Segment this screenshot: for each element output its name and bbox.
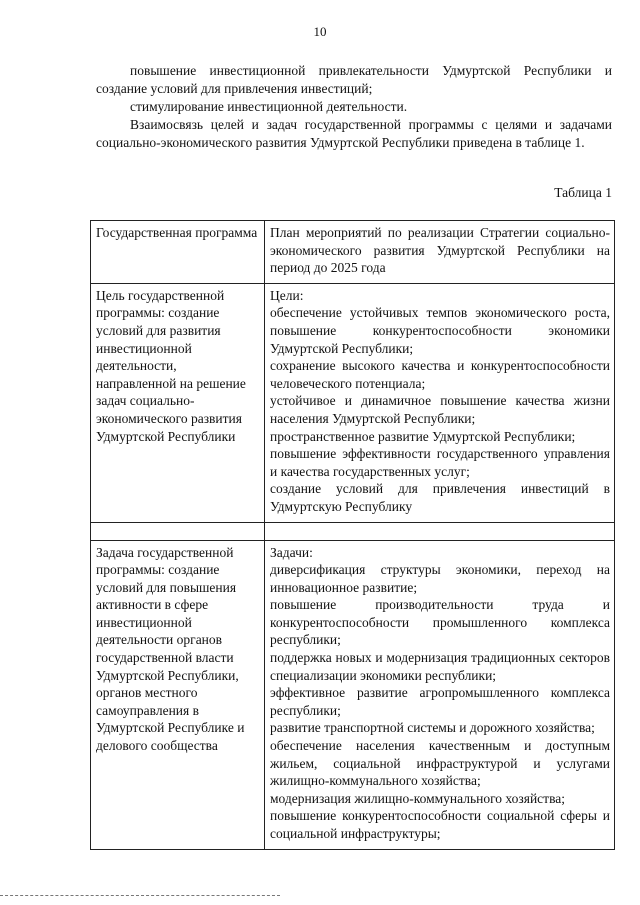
intro-paragraph: повышение инвестиционной привлекательности Удмуртской Республики и создание условий для привлечения инвестиций;: [96, 63, 612, 96]
table-header-row: [91, 221, 615, 284]
list-item: повышение эффективности государственного управления и качества государственных услуг;: [270, 446, 610, 479]
intro-paragraph: Взаимосвязь целей и задач государственной программы с целями и задачами социально-экономического развития Удмуртской Республики приведена в таблице 1.: [96, 117, 612, 150]
list-item: пространственное развитие Удмуртской Республики;: [270, 428, 576, 444]
gap-cell: [265, 522, 615, 540]
list-item: обеспечение населения качественным и доступным жильем, социальной инфраструктурой и услугами жилищно-коммунального хозяйства;: [270, 738, 610, 789]
list-item: эффективное развитие агропромышленного комплекса республики;: [270, 685, 610, 718]
table-gap-row: [91, 522, 615, 540]
header-right-cell: План мероприятий по реализации Стратегии социально-экономического развития Удмуртской Республики на период до 2025 года: [265, 221, 615, 284]
table-row-goals: [91, 283, 615, 522]
table-caption: Таблица 1: [554, 185, 612, 200]
list-item: модернизация жилищно-коммунального хозяйства;: [270, 790, 566, 806]
page-number: 10: [313, 24, 327, 39]
list-item: устойчивое и динамичное повышение качества жизни населения Удмуртской Республики;: [270, 393, 610, 426]
goals-title: Цели:: [270, 287, 304, 303]
goals-table: [90, 220, 615, 850]
list-item: диверсификация структуры экономики, переход на инновационное развитие;: [270, 562, 610, 595]
list-item: развитие транспортной системы и дорожного хозяйства;: [270, 720, 595, 736]
list-item: сохранение высокого качества и конкурентоспособности человеческого потенциала;: [270, 358, 610, 391]
goal-left-cell: Цель государственной программы: создание условий для развития инвестиционной деятельности, направленной на решение задач социально-экономического развития Удмуртской Республики: [91, 283, 265, 522]
table-row-tasks: [91, 540, 615, 849]
list-item: повышение конкурентоспособности социальной сферы и социальной инфраструктуры;: [270, 808, 610, 841]
header-left-cell: Государственная программа: [91, 221, 265, 284]
intro-paragraph: стимулирование инвестиционной деятельности.: [130, 99, 408, 114]
list-item: повышение производительности труда и конкурентоспособности промышленного комплекса республики;: [270, 597, 610, 648]
goal-right-cell: [265, 283, 615, 522]
intro-text: [96, 62, 612, 152]
tasks-title: Задачи:: [270, 544, 313, 560]
list-item: обеспечение устойчивых темпов экономического роста, повышение конкурентоспособности экономики Удмуртской Республики;: [270, 305, 610, 356]
footer-divider: [0, 895, 280, 897]
task-left-cell: Задача государственной программы: создание условий для повышения активности в сфере инвестиционной деятельности органов государственной власти Удмуртской Республики, органов местного самоуправления в Удмуртской Республике и делового сообщества: [91, 540, 265, 849]
list-item: создание условий для привлечения инвестиций в Удмуртскую Республику: [270, 481, 610, 514]
gap-cell: [91, 522, 265, 540]
list-item: поддержка новых и модернизация традиционных секторов специализации экономики республики;: [270, 650, 610, 683]
task-right-cell: [265, 540, 615, 849]
